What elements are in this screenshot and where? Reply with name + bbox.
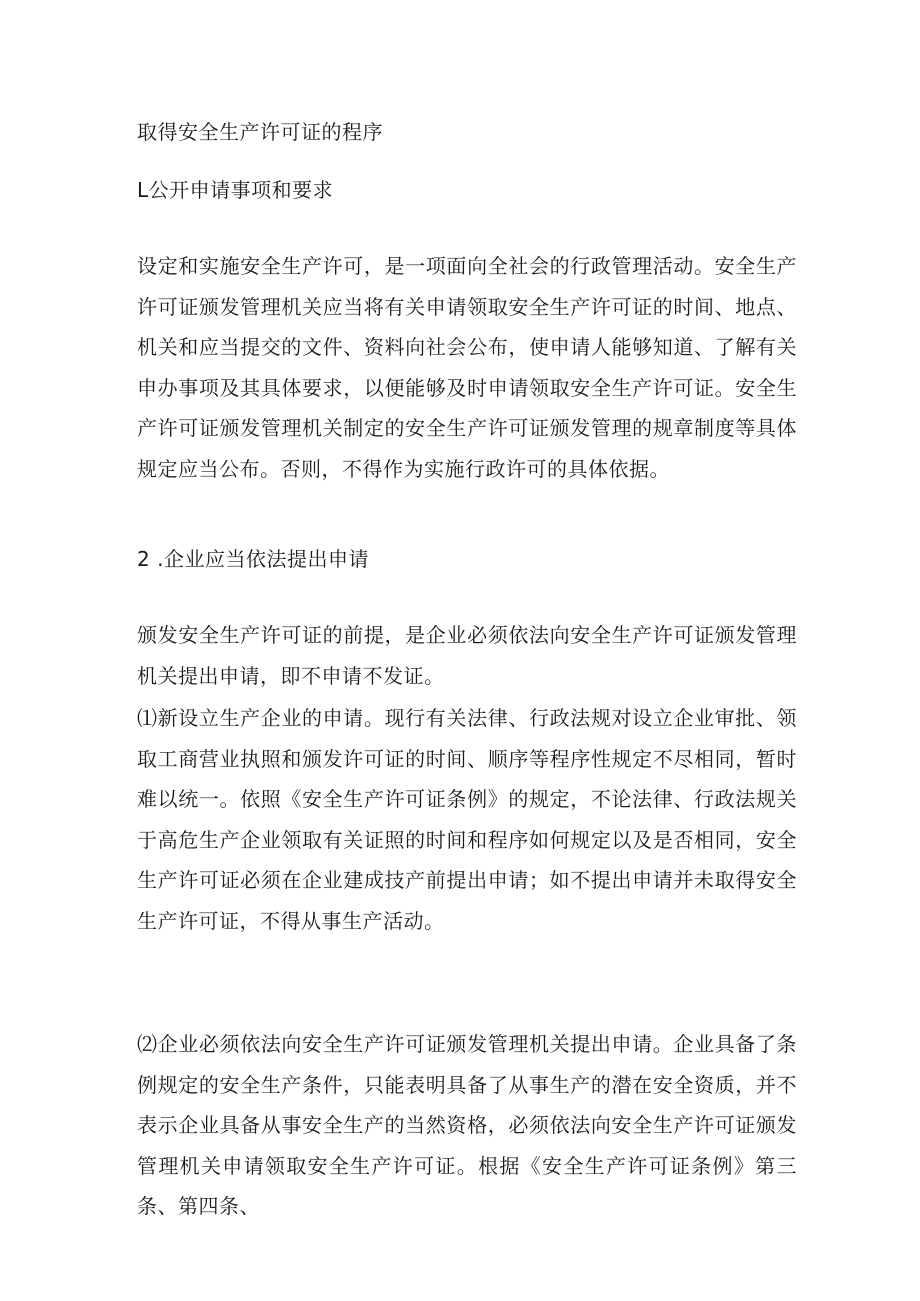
section-2-item-2: ⑵企业必须依法向安全生产许可证颁发管理机关提出申请。企业具备了条例规定的安全生产条件，只能表明具备了从事生产的潜在安全资质，并不表示企业具备从事安全生产的当然资格，必须依法向安全生产许可证颁发管理机关申请领取安全生产许可证。根据《安全生产许可证条例》第三条、第四条、	[137, 1032, 797, 1218]
section-2-paragraph: 颁发安全生产许可证的前提，是企业必须依法向安全生产许可证颁发管理机关提出申请，即不申请不发证。	[137, 623, 797, 688]
document-title: 取得安全生产许可证的程序	[137, 120, 383, 144]
section-heading-1: L公开申请事项和要求	[137, 178, 334, 202]
section-2-item-1: ⑴新设立生产企业的申请。现行有关法律、行政法规对设立企业审批、领取工商营业执照和颁发许可证的时间、顺序等程序性规定不尽相同，暂时难以统一。依照《安全生产许可证条例》的规定，不论法律、行政法规关于高危生产企业领取有关证照的时间和程序如何规定以及是否相同，安全生产许可证必须在企业建成技产前提出申请；如不提出申请并未取得安全生产许可证，不得从事生产活动。	[137, 706, 797, 933]
section-1-paragraph: 设定和实施安全生产许可，是一项面向全社会的行政管理活动。安全生产许可证颁发管理机关应当将有关申请领取安全生产许可证的时间、地点、机关和应当提交的文件、资料向社会公布，使申请人能够知道、了解有关申办事项及其具体要求，以便能够及时申请领取安全生产许可证。安全生产许可证颁发管理机关制定的安全生产许可证颁发管理的规章制度等具体规定应当公布。否则，不得作为实施行政许可的具体依据。	[137, 254, 797, 481]
section-heading-2: 2 .企业应当依法提出申请	[137, 547, 369, 571]
